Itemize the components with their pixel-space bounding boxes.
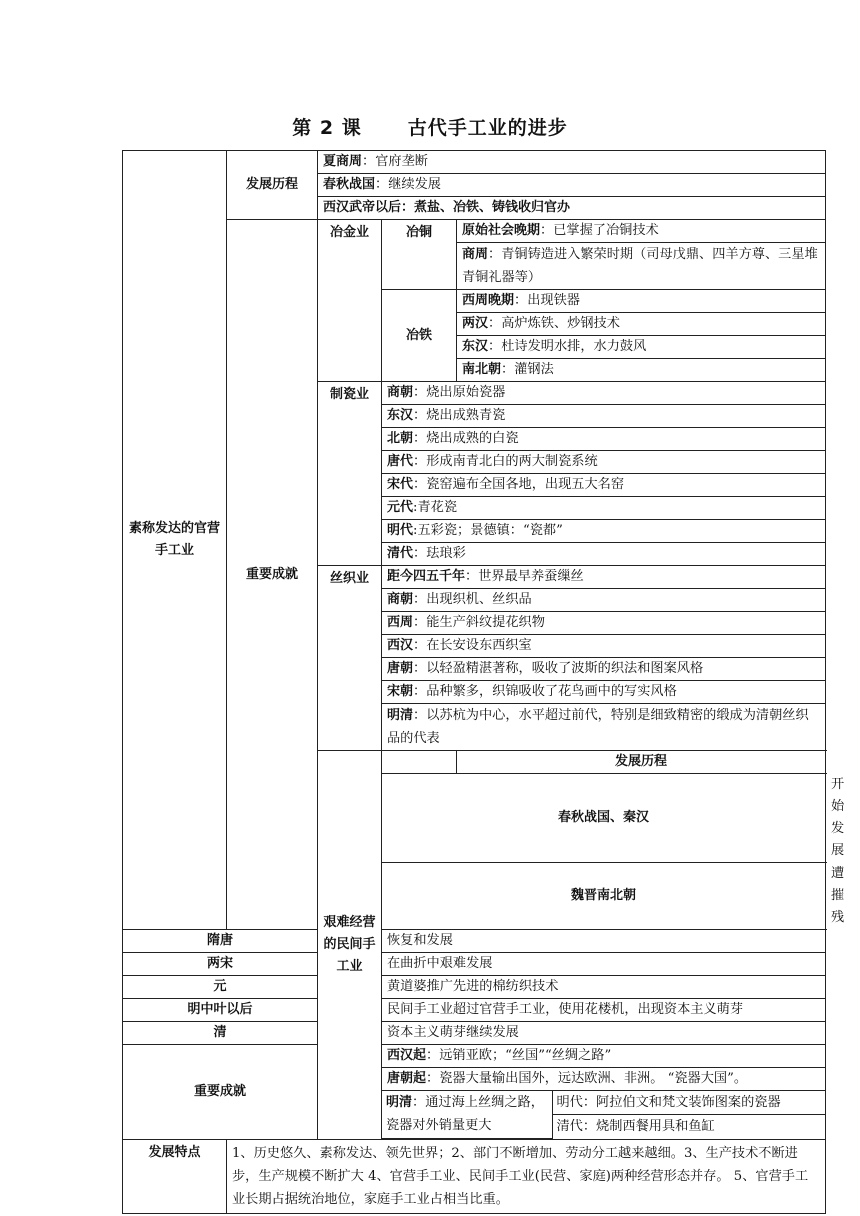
copper-label: 冶铜 — [382, 220, 457, 290]
private-section-label: 艰难经营的民间手工业 — [318, 751, 382, 1140]
list-item: 在曲折中艰难发展 — [382, 953, 826, 976]
list-item: 商朝：烧出原始瓷器 — [382, 382, 826, 405]
list-item: 原始社会晚期：已掌握了冶铜技术 — [457, 220, 826, 243]
table-row — [123, 999, 826, 1022]
list-item: 明清：以苏杭为中心，水平超过前代，特别是细致精密的缎成为清朝丝织品的代表 — [382, 704, 826, 751]
silk-label: 丝织业 — [318, 566, 382, 751]
features-text: 1、历史悠久、素称发达、领先世界；2、部门不断增加、劳动分工越来越细。3、生产技术不断进步，生产规模不断扩大 4、官营手工业、民间手工业(民营、家庭)两种经营形态并存。 5、官营手工业长期占据统治地位，家庭手工业占相当比重。 — [227, 1139, 826, 1213]
list-item: 清代：烧制西餐用具和鱼缸 — [556, 1119, 715, 1134]
private-achievements-label: 重要成就 — [123, 1045, 318, 1140]
table-row — [123, 220, 826, 243]
list-item: 民间手工业超过官营手工业，使用花楼机，出现资本主义萌芽 — [382, 999, 826, 1022]
period-label: 两宋 — [123, 953, 318, 976]
table-row — [123, 1022, 826, 1045]
list-item: 夏商周：官府垄断 — [318, 151, 826, 174]
official-section-label: 素称发达的官营手工业 — [123, 151, 227, 930]
list-item: 西汉起：远销亚欧；“丝国”“丝绸之路” — [382, 1045, 826, 1068]
list-item: 恢复和发展 — [382, 930, 826, 953]
period-label: 隋唐 — [123, 930, 318, 953]
list-item: 南北朝：灌钢法 — [457, 359, 826, 382]
list-item: 距今四五千年：世界最早养蚕缫丝 — [382, 566, 826, 589]
list-item: 唐代：形成南青北白的两大制瓷系统 — [382, 451, 826, 474]
period-label: 清 — [123, 1022, 318, 1045]
list-item: 春秋战国：继续发展 — [318, 174, 826, 197]
table-row — [123, 953, 826, 976]
list-item: 商周：青铜铸造进入繁荣时期（司母戊鼎、四羊方尊、三星堆青铜礼器等） — [457, 243, 826, 290]
period-label: 魏晋南北朝 — [382, 863, 826, 930]
official-history-label: 发展历程 — [227, 151, 318, 220]
list-item: 资本主义萌芽继续发展 — [382, 1022, 826, 1045]
list-item: 元代:青花瓷 — [382, 497, 826, 520]
lesson-number: 第 2 课 — [292, 117, 362, 139]
list-item: 明代：阿拉伯文和梵文装饰图案的瓷器 — [552, 1091, 825, 1115]
table-row — [123, 930, 826, 953]
list-item: 两汉：高炉炼铁、炒钢技术 — [457, 313, 826, 336]
list-item: 西汉武帝以后：煮盐、冶铁、铸钱收归官办 — [318, 197, 826, 220]
features-label: 发展特点 — [123, 1139, 227, 1213]
page-title — [0, 113, 860, 140]
private-history-header: 发展历程 — [457, 751, 826, 774]
porcelain-label: 制瓷业 — [318, 382, 382, 566]
period-label: 元 — [123, 976, 318, 999]
list-item: 宋朝：品种繁多，织锦吸收了花鸟画中的写实风格 — [382, 681, 826, 704]
metallurgy-label: 冶金业 — [318, 220, 382, 382]
list-item: 东汉：杜诗发明水排，水力鼓风 — [457, 336, 826, 359]
table-row — [123, 976, 826, 999]
ming-qing-cell — [382, 1091, 826, 1140]
table-row — [123, 1139, 826, 1213]
list-item: 西周：能生产斜纹提花织物 — [382, 612, 826, 635]
list-item: 北朝：烧出成熟的白瓷 — [382, 428, 826, 451]
lesson-table — [122, 150, 845, 1214]
official-achievements-label: 重要成就 — [227, 220, 318, 930]
list-item: 宋代：瓷窑遍布全国各地，出现五大名窑 — [382, 474, 826, 497]
list-item: 明清：通过海上丝绸之路，瓷器对外销量更大 — [382, 1091, 552, 1138]
iron-label: 冶铁 — [382, 290, 457, 382]
table-row — [123, 151, 826, 174]
lesson-name: 古代手工业的进步 — [407, 117, 568, 139]
period-label: 春秋战国、秦汉 — [382, 774, 826, 863]
list-item: 清代：珐琅彩 — [382, 543, 826, 566]
list-item: 黄道婆推广先进的棉纺织技术 — [382, 976, 826, 999]
list-item: 东汉：烧出成熟青瓷 — [382, 405, 826, 428]
list-item: 商朝：出现织机、丝织品 — [382, 589, 826, 612]
list-item: 西汉：在长安设东西织室 — [382, 635, 826, 658]
table-row: 春秋战国、秦汉 开始发展 — [123, 774, 826, 863]
table-row — [123, 1045, 826, 1068]
list-item: 唐朝起：瓷器大量输出国外，远达欧洲、非洲。 “瓷器大国”。 — [382, 1068, 826, 1091]
table-row: 魏晋南北朝 遭摧残 — [123, 863, 826, 930]
list-item: 唐朝：以轻盈精湛著称，吸收了波斯的织法和图案风格 — [382, 658, 826, 681]
period-label: 明中叶以后 — [123, 999, 318, 1022]
list-item: 西周晚期：出现铁器 — [457, 290, 826, 313]
list-item: 明代:五彩瓷；景德镇：“瓷都” — [382, 520, 826, 543]
